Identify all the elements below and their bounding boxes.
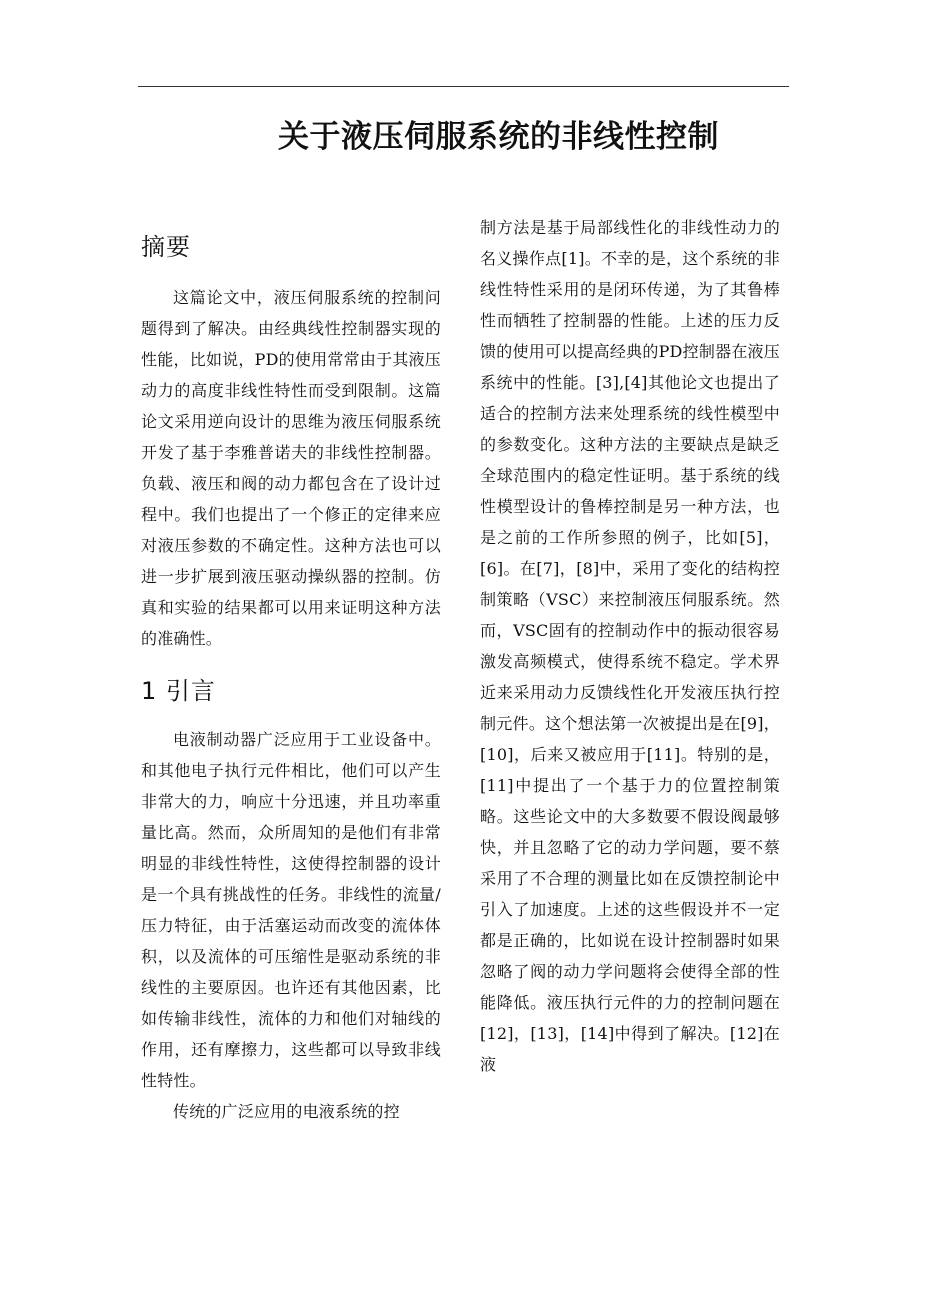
header-rule <box>138 86 789 87</box>
intro-paragraph-2-start: 传统的广泛应用的电液系统的控 <box>173 1102 400 1121</box>
intro-paragraph-1: 电液制动器广泛应用于工业设备中。和其他电子执行元件相比，他们可以产生非常大的力，响应十分迅速，并且功率重量比高。然而，众所周知的是他们有非常明显的非线性特性，这使得控制器的设计是一个具有挑战性的任务。非线性的流量/压力特征，由于活塞运动而改变的流体体积，以及流体的可压缩性是驱动系统的非线性的主要原因。也许还有其他因素，比如传输非线性，流体的力和他们对轴线的作用，还有摩擦力，这些都可以导致非线性特性。 <box>141 730 441 1090</box>
right-column <box>480 212 780 1080</box>
left-column <box>141 230 441 1127</box>
introduction-heading: 1 引言 <box>141 677 216 705</box>
abstract-heading: 摘要 <box>141 233 191 261</box>
intro-paragraph-2-continued: 制方法是基于局部线性化的非线性动力的名义操作点[1]。不幸的是，这个系统的非线性特性采用的是闭环传递，为了其鲁棒性而牺牲了控制器的性能。上述的压力反馈的使用可以提高经典的PD控制器在液压系统中的性能。[3],[4]其他论文也提出了适合的控制方法来处理系统的线性模型中的参数变化。这种方法的主要缺点是缺乏全球范围内的稳定性证明。基于系统的线性模型设计的鲁棒控制是另一种方法，也是之前的工作所参照的例子，比如[5]，[6]。在[7]，[8]中，采用了变化的结构控制策略（VSC）来控制液压伺服系统。然而，VSC固有的控制动作中的振动很容易激发高频模式，使得系统不稳定。学术界近来采用动力反馈线性化开发液压执行控制元件。这个想法第一次被提出是在[9]，[10]，后来又被应用于[11]。特别的是，[11]中提出了一个基于力的位置控制策略。这些论文中的大多数要不假设阀最够快，并且忽略了它的动力学问题，要不蔡采用了不合理的测量比如在反馈控制论中引入了加速度。上述的这些假设并不一定都是正确的，比如说在设计控制器时如果忽略了阀的动力学问题将会使得全部的性能降低。液压执行元件的力的控制问题在[12]，[13]，[14]中得到了解决。[12]在液 <box>480 218 780 1074</box>
abstract-text: 这篇论文中，液压伺服系统的控制问题得到了解决。由经典线性控制器实现的性能，比如说，PD的使用常常由于其液压动力的高度非线性特性而受到限制。这篇论文采用逆向设计的思维为液压伺服系统开发了基于李雅普诺夫的非线性控制器。负载、液压和阀的动力都包含在了设计过程中。我们也提出了一个修正的定律来应对液压参数的不确定性。这种方法也可以进一步扩展到液压驱动操纵器的控制。仿真和实验的结果都可以用来证明这种方法的准确性。 <box>141 288 441 648</box>
paper-title: 关于液压伺服系统的非线性控制 <box>278 119 719 155</box>
